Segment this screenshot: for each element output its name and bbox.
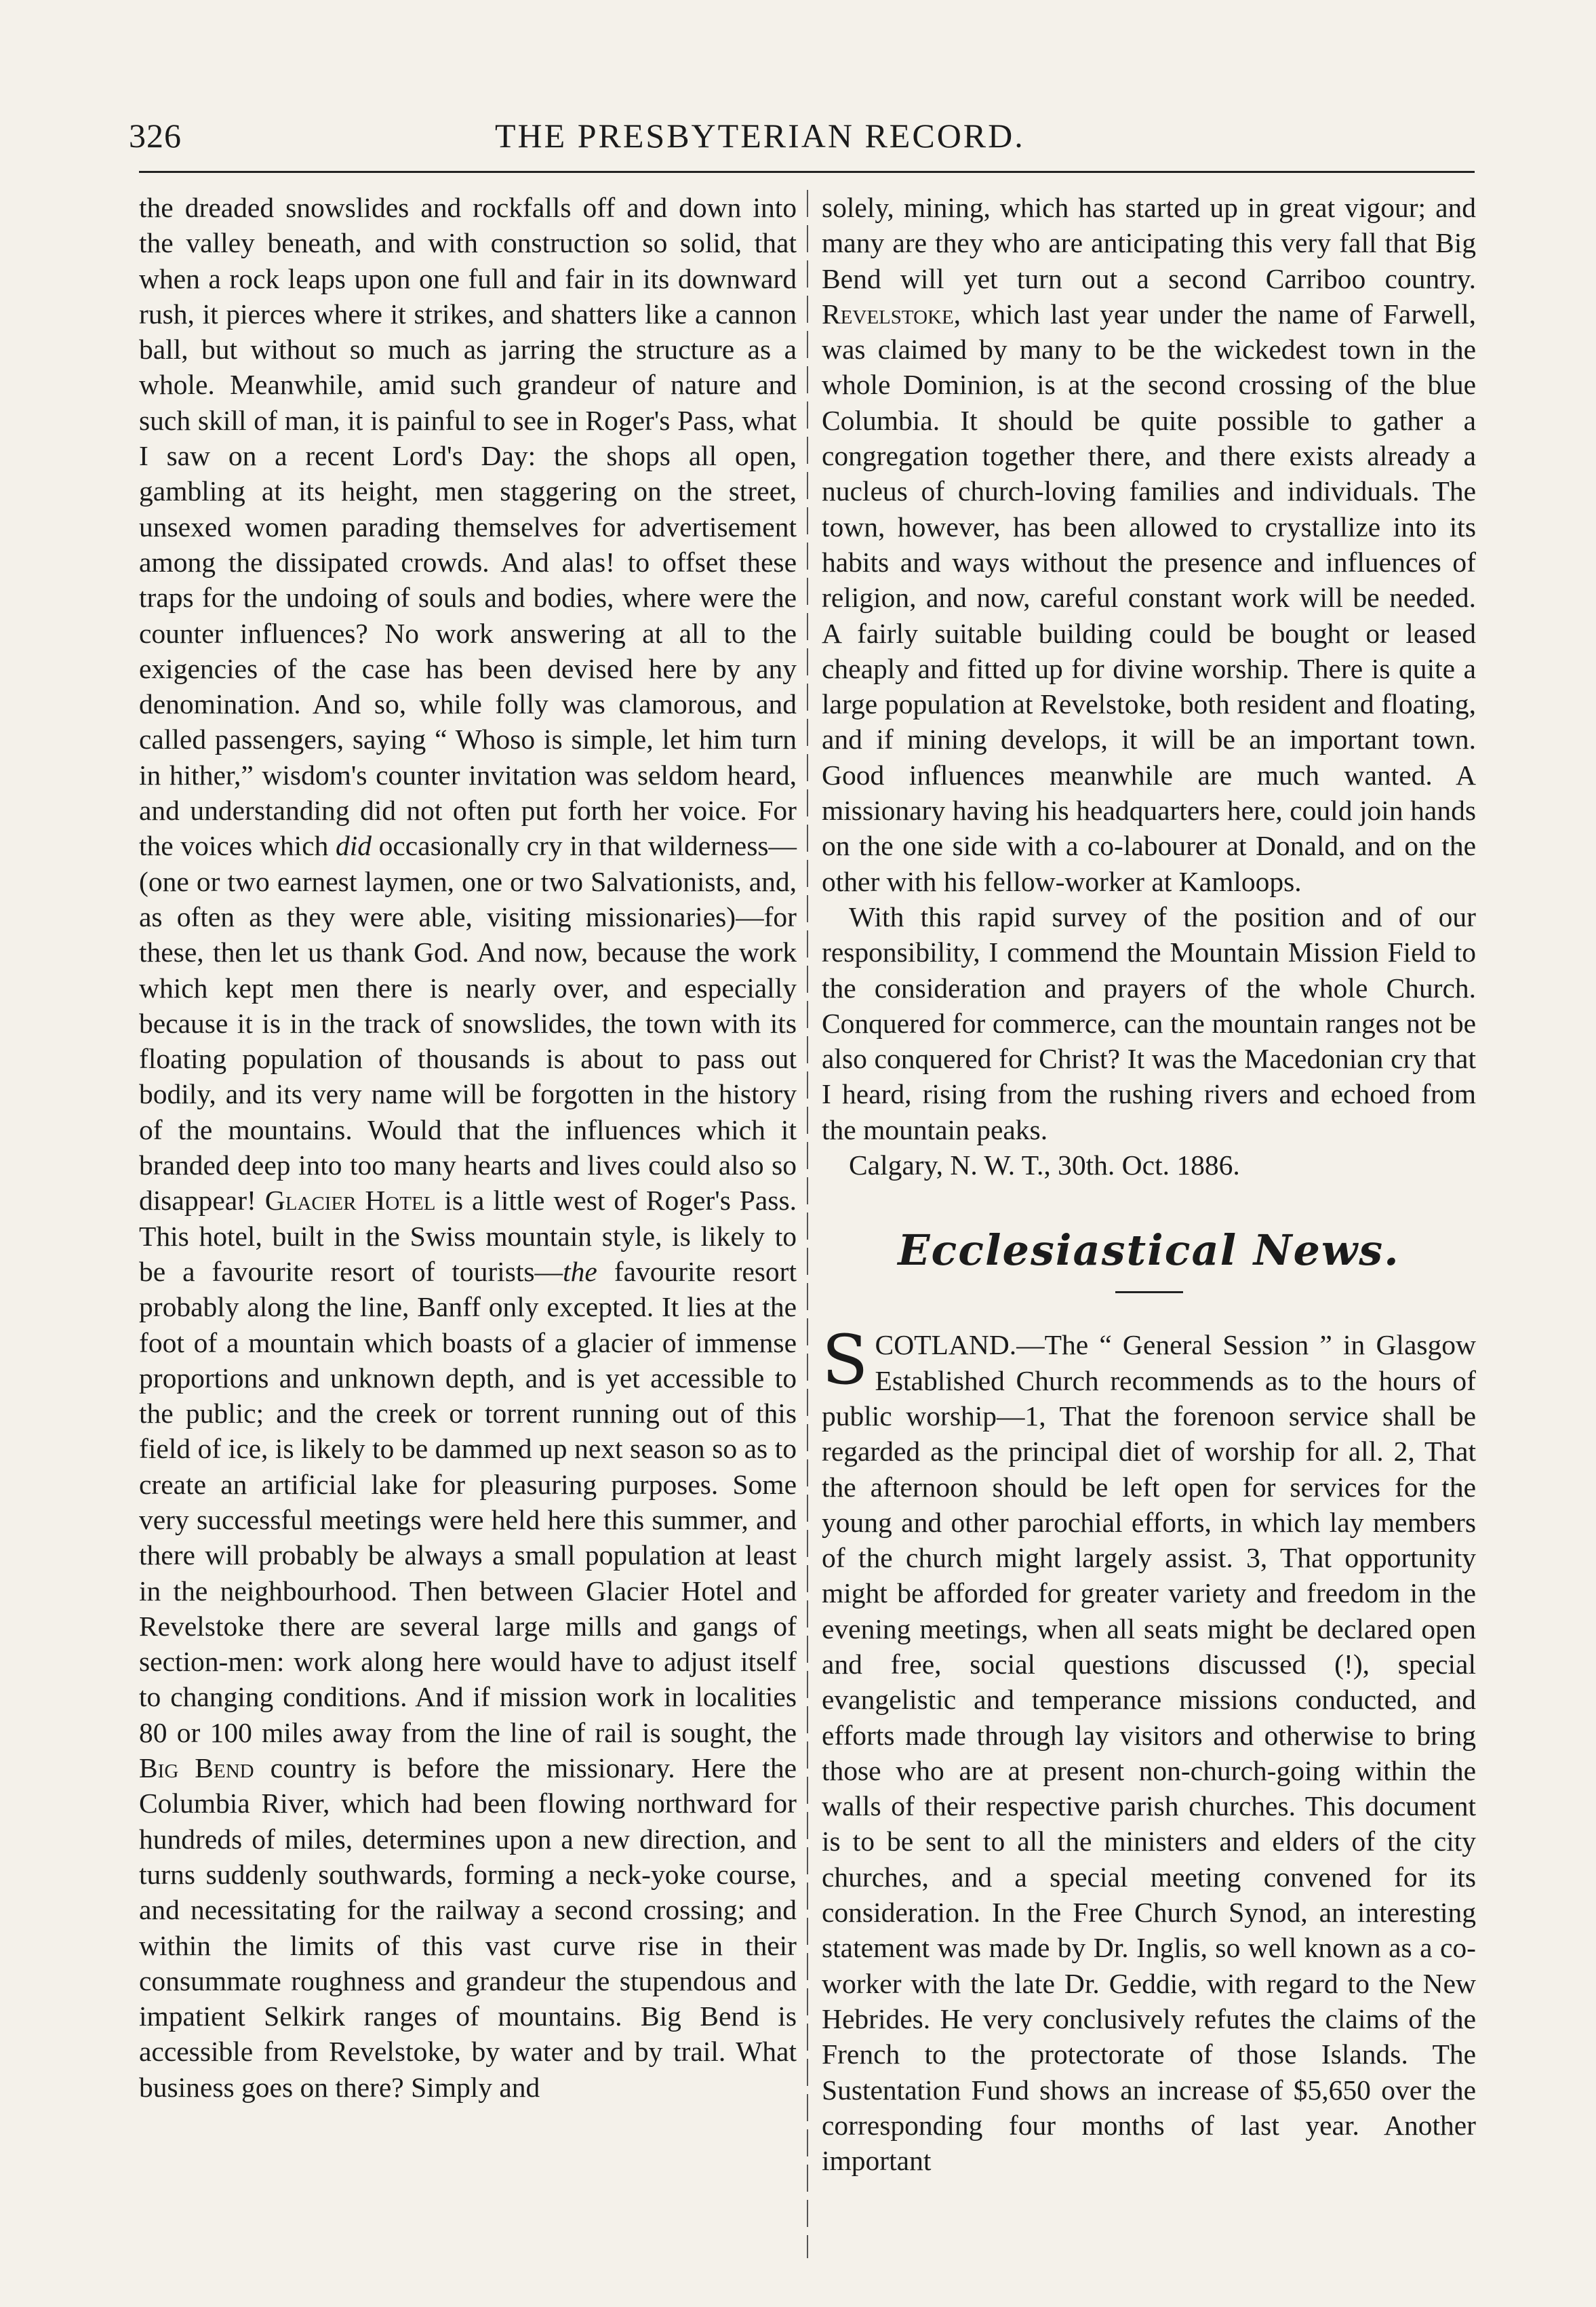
italic-text: did: [335, 830, 372, 862]
closing-paragraph: With this rapid survey of the position and of our responsibility, I commend the Mountain Mission Field to the consideration and prayers of the whole Church. Conquered for commerce, can the mountain ranges not be also conquered for Christ? It was the Macedonian cry that I heard, rising from the rushing rivers and echoed from the mountain peaks.: [822, 901, 1476, 1145]
drop-cap: S: [822, 1320, 869, 1400]
page-number: 326: [129, 117, 182, 155]
right-article-text: [822, 190, 1476, 899]
italic-text: the: [563, 1255, 597, 1287]
text-run: which last year under the name of Farwell, was claimed by many to be the wickedest town in the whole Dominion, is at the second crossing of the blue Columbia. It should be quite possible to gather a congregation together there, and there exists already a nucleus of church-loving families and individuals. The town, however, has been allowed to crystallize into its habits and ways without the presence and influences of religion, and now, careful constant work will be needed. A fairly suitable building could be bought or leased cheaply and fitted up for divine worship. There is quite a large population at Revelstoke, both resident and floating, and if mining develops, it will be an important town. Good influences meanwhile are much wanted. A missionary having his headquarters here, could join hands on the one side with a co-labourer at Donald, and on the other with his fellow-worker at Kamloops.: [822, 298, 1476, 897]
text-run: solely, mining, which has started up in great vigour; and many are they who are anticipating this very fall that Big Bend will yet turn out a second Carriboo country.: [822, 192, 1476, 294]
running-title: THE PRESBYTERIAN RECORD.: [495, 117, 1025, 155]
small-caps-text: Glacier Hotel: [264, 1185, 436, 1217]
text-run: country is before the missionary. Here the Columbia River, which had been flowing northward for hundreds of miles, determines upon a new direction, and turns suddenly southwards, forming a neck-yoke course, and necessitating for the railway a second crossing; and within the limits of this vast curve rise in their consummate roughness and grandeur the stupendous and impatient Selkirk ranges of mountains. Big Bend is accessible from Revelstoke, by water and by trail. What business goes on there? Simply and: [139, 1752, 797, 2103]
small-caps-text: Big Bend: [139, 1752, 254, 1784]
left-article-text: [139, 190, 797, 2105]
section-rule: [1115, 1291, 1183, 1293]
text-run: is a little west of Roger's Pass. This hotel, built in the Swiss mountain style, is likely to be a favourite resort of tourists—: [139, 1185, 797, 1287]
right-column: [822, 190, 1476, 2178]
text-run: occasionally cry in that wilderness—(one or two earnest laymen, one or two Salvationists, and, as often as they were able, visiting missionaries)—for these, then let us thank God. And now, because the work which kept men there is nearly over, and especially because it is in the track of snowslides, the town with its floating population of thousands is about to pass out bodily, and its very name will be forgotten in the history of the mountains. Would that the influences which it branded deep into too many hearts and lives could also so disappear!: [139, 830, 797, 1217]
header-rule: [139, 171, 1475, 173]
dateline: Calgary, N. W. T., 30th. Oct. 1886.: [849, 1149, 1240, 1181]
page-header: [129, 112, 1478, 163]
small-caps-text: Revelstoke,: [822, 298, 961, 330]
text-run: COTLAND.—The “ General Session ” in Glasgow Established Church recommends as to the hours of public worship—1, That the forenoon service shall be regarded as the principal diet of worship for all. 2, That the afternoon should be left open for services for the young and other parochial efforts, in which lay members of the church might largely assist. 3, That opportunity might be afforded for greater variety and freedom in the evening meetings, when all seats might be declared open and free, social questions discussed (!), special evangelistic and temperance missions conducted, and efforts made through lay visitors and otherwise to bring those who are at present non-church-going within the walls of their respective parish churches. This document is to be sent to all the ministers and elders of the city churches, and a special meeting convened for its consideration. In the Free Church Synod, an interesting statement was made by Dr. Inglis, so well known as a co-worker with the late Dr. Geddie, with regard to the New Hebrides. He very conclusively refutes the claims of the French to the protectorate of those Islands. The Sustentation Fund shows an increase of $5,650 over the corresponding four months of last year. Another important: [822, 1329, 1476, 2177]
section-heading: Ecclesiastical News.: [898, 1225, 1400, 1276]
text-run: favourite resort probably along the line, Banff only excepted. It lies at the foot of a mountain which boasts of a glacier of immense proportions and unknown depth, and is yet accessible to the public; and the creek or torrent running out of this field of ice, is likely to be dammed up next season so as to create an artificial lake for pleasuring purposes. Some very successful meetings were held here this summer, and there will probably be always a small population at least in the neighbourhood. Then between Glacier Hotel and Revelstoke there are several large mills and gangs of section-men: work along here would have to adjust itself to changing conditions. And if mission work in localities 80 or 100 miles away from the line of rail is sought, the: [139, 1255, 797, 1748]
column-divider: [807, 190, 808, 2258]
text-run: the dreaded snowslides and rockfalls off and down into the valley beneath, and with construction so solid, that when a rock leaps upon one full and fair in its downward rush, it pierces where it strikes, and shatters like a cannon ball, but without so much as jarring the structure as a whole. Meanwhile, amid such grandeur of nature and such skill of man, it is painful to see in Roger's Pass, what I saw on a recent Lord's Day: the shops all open, gambling at its height, men staggering on the street, unsexed women parading themselves for advertisement among the dissipated crowds. And alas! to offset these traps for the undoing of souls and bodies, where were the counter influences? No work answering at all to the exigencies of the case has been devised here by any denomination. And so, while folly was clamorous, and called passengers, saying “ Whoso is simple, let him turn in hither,” wisdom's counter invitation was seldom heard, and understanding did not often put forth her voice. For the voices which: [139, 192, 797, 862]
news-paragraph: [822, 1320, 1476, 2178]
left-column: [139, 190, 797, 2105]
